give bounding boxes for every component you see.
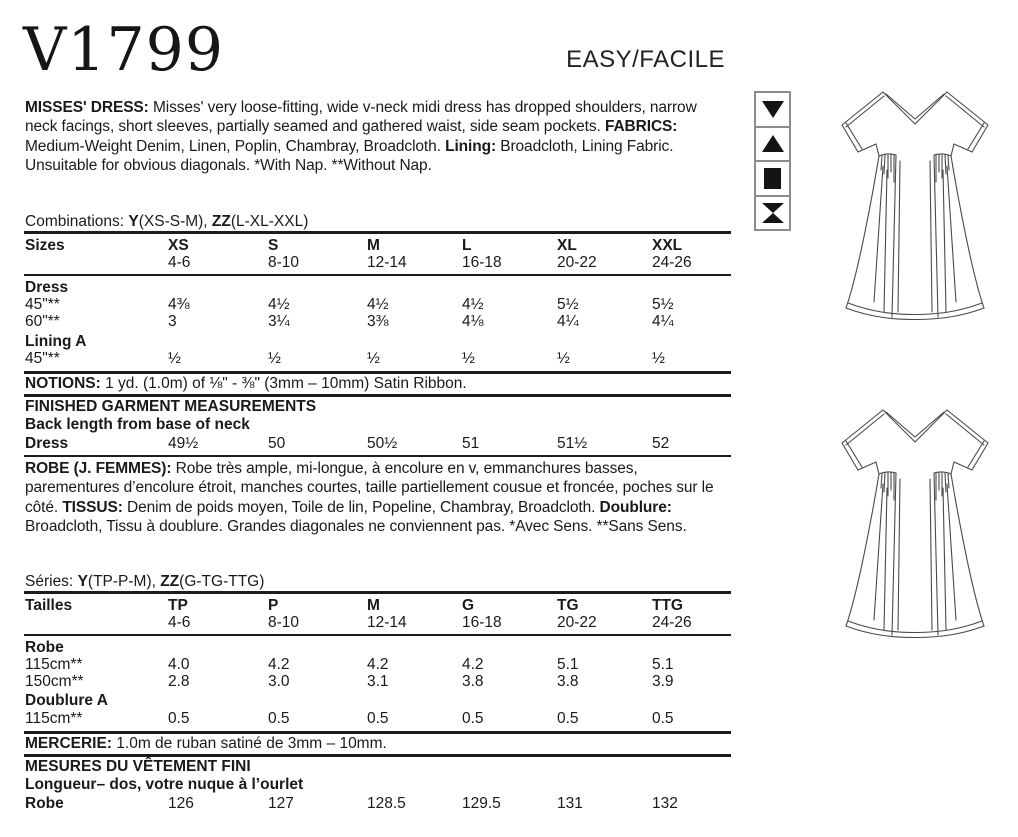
square-icon <box>756 162 789 197</box>
divider-rule <box>24 754 731 757</box>
table-row <box>25 710 731 727</box>
column-header: Sizes <box>25 237 65 254</box>
column-header: Tailles <box>25 597 73 614</box>
yardage-value: 5.1 <box>557 656 579 673</box>
yardage-value: 4.0 <box>168 656 190 673</box>
yardage-value: 3 <box>168 313 177 330</box>
measurement-value: 127 <box>268 795 294 812</box>
row-label: Dress <box>25 435 69 452</box>
column-header: M <box>367 597 380 614</box>
yardage-value: 5½ <box>557 296 579 313</box>
fgm-title-fr: MESURES DU VÊTEMENT FINI <box>25 758 251 775</box>
description-english: MISSES' DRESS: Misses' very loose-fitting, wide v-neck midi dress has dropped shoulders, narrow neck facings, short sleeves, partially seamed and gathered waist, side seam pockets. FABRICS: Medium-Weight Denim, Linen, Poplin, Chambray, Broadcloth. Lining: Broadcloth, Lining Fabric. Unsuitable for obvious diagonals. *With Nap. **Without Nap. <box>25 99 697 175</box>
table-row <box>25 673 731 690</box>
divider-rule <box>24 274 731 276</box>
yardage-value: 3⅜ <box>367 313 389 330</box>
divider-rule <box>24 371 731 374</box>
row-label: 45"** <box>25 350 60 367</box>
measurement-value: 52 <box>652 435 670 452</box>
size-table-subheader <box>25 254 731 271</box>
measurement-value: 50½ <box>367 435 398 452</box>
row-label: 45"** <box>25 296 60 313</box>
column-header: XL <box>557 237 577 254</box>
dress-back-view-drawing <box>838 404 992 644</box>
fgm-title: FINISHED GARMENT MEASUREMENTS <box>25 398 317 415</box>
measurement-value: 126 <box>168 795 194 812</box>
column-header: TTG <box>652 597 683 614</box>
yardage-value: 4.2 <box>268 656 290 673</box>
measurement-value: 50 <box>268 435 286 452</box>
column-subheader: 16-18 <box>462 614 502 631</box>
measurement-value: 51 <box>462 435 480 452</box>
yardage-value: 3.8 <box>557 673 579 690</box>
size-table-header-fr <box>25 597 731 614</box>
yardage-value: 4.2 <box>462 656 484 673</box>
yardage-value: ½ <box>652 350 665 367</box>
measurement-value: 128.5 <box>367 795 406 812</box>
yardage-value: 5½ <box>652 296 674 313</box>
fgm-row <box>25 435 731 452</box>
column-subheader: 4-6 <box>168 254 191 271</box>
row-label: 115cm** <box>25 656 83 673</box>
section-label-lining: Lining A <box>25 333 87 350</box>
column-header: M <box>367 237 380 254</box>
yardage-value: 0.5 <box>652 710 674 727</box>
yardage-value: 4½ <box>367 296 389 313</box>
yardage-value: 5.1 <box>652 656 674 673</box>
yardage-value: 3.8 <box>462 673 484 690</box>
yardage-value: 3.0 <box>268 673 290 690</box>
size-table-subheader-fr <box>25 614 731 631</box>
nap-symbol-column <box>754 91 791 231</box>
yardage-value: 3¼ <box>268 313 290 330</box>
yardage-value: 4.2 <box>367 656 389 673</box>
yardage-value: 0.5 <box>268 710 290 727</box>
series-line: Séries: Y(TP-P-M), ZZ(G-TG-TTG) <box>25 573 265 590</box>
column-header: L <box>462 237 472 254</box>
size-table-header <box>25 237 731 254</box>
section-label-doublure: Doublure A <box>25 692 108 709</box>
divider-rule <box>24 731 731 734</box>
yardage-value: 3.9 <box>652 673 674 690</box>
table-row <box>25 313 731 330</box>
divider-rule <box>24 394 731 397</box>
table-row <box>25 656 731 673</box>
column-subheader: 8-10 <box>268 254 300 271</box>
row-label: Robe <box>25 795 64 812</box>
divider-rule <box>24 634 731 636</box>
fgm-subtitle: Back length from base of neck <box>25 416 250 433</box>
column-subheader: 12-14 <box>367 614 407 631</box>
hourglass-icon <box>756 197 789 230</box>
yardage-value: 4¼ <box>557 313 579 330</box>
yardage-value: 0.5 <box>557 710 579 727</box>
fgm-subtitle-fr: Longueur– dos, votre nuque à l’ourlet <box>25 776 304 793</box>
row-label: 115cm** <box>25 710 83 727</box>
yardage-value: ½ <box>268 350 281 367</box>
yardage-value: ½ <box>557 350 570 367</box>
measurement-value: 131 <box>557 795 583 812</box>
table-row <box>25 350 731 367</box>
measurement-value: 49½ <box>168 435 199 452</box>
column-subheader <box>25 254 168 271</box>
column-subheader: 24-26 <box>652 614 692 631</box>
column-subheader: 4-6 <box>168 614 191 631</box>
section-label-dress: Dress <box>25 279 69 296</box>
pattern-number: V1799 <box>23 15 225 85</box>
dress-front-view-drawing <box>838 86 992 326</box>
yardage-value: 4¼ <box>652 313 674 330</box>
column-subheader: 12-14 <box>367 254 407 271</box>
yardage-value: 0.5 <box>367 710 389 727</box>
measurement-value: 132 <box>652 795 678 812</box>
yardage-value: 4½ <box>268 296 290 313</box>
column-header: P <box>268 597 279 614</box>
triangle-up-icon <box>756 128 789 163</box>
column-subheader: 8-10 <box>268 614 300 631</box>
yardage-value: 3.1 <box>367 673 389 690</box>
section-label-robe: Robe <box>25 639 64 656</box>
yardage-value: 4⅜ <box>168 296 190 313</box>
row-label: 60"** <box>25 313 60 330</box>
column-subheader <box>25 614 168 631</box>
column-header: XS <box>168 237 189 254</box>
notions-line: NOTIONS: 1 yd. (1.0m) of ⅛" - ⅜" (3mm – 10mm) Satin Ribbon. <box>25 375 467 392</box>
divider-rule <box>24 591 731 594</box>
mercerie-line: MERCERIE: 1.0m de ruban satiné de 3mm – 10mm. <box>25 735 387 752</box>
yardage-value: ½ <box>367 350 380 367</box>
combinations-line: Combinations: Y(XS-S-M), ZZ(L-XL-XXL) <box>25 213 309 230</box>
column-subheader: 20-22 <box>557 254 597 271</box>
column-subheader: 20-22 <box>557 614 597 631</box>
table-row <box>25 296 731 313</box>
measurement-value: 129.5 <box>462 795 501 812</box>
yardage-value: 2.8 <box>168 673 190 690</box>
description-french: ROBE (J. FEMMES): Robe très ample, mi-longue, à encolure en v, emmanchures basses, parementures d’encolure étroit, manches courtes, taille partiellement cousue et froncée, poches sur le côté. TISSUS: Denim de poids moyen, Toile de lin, Popeline, Chambray, Broadcloth. Doublure: Broadcloth, Tissu à doublure. Grandes diagonales ne conviennent pas. *Avec Sens. **Sans Sens. <box>25 460 714 536</box>
yardage-value: 4⅛ <box>462 313 484 330</box>
difficulty-label: EASY/FACILE <box>566 46 725 73</box>
column-header: S <box>268 237 279 254</box>
fgm-row-fr <box>25 795 731 812</box>
yardage-value: 4½ <box>462 296 484 313</box>
column-header: TP <box>168 597 188 614</box>
yardage-value: 0.5 <box>462 710 484 727</box>
column-subheader: 16-18 <box>462 254 502 271</box>
measurement-value: 51½ <box>557 435 588 452</box>
yardage-value: ½ <box>462 350 475 367</box>
triangle-down-icon <box>756 93 789 128</box>
column-header: TG <box>557 597 579 614</box>
column-header: G <box>462 597 475 614</box>
column-subheader: 24-26 <box>652 254 692 271</box>
column-header: XXL <box>652 237 683 254</box>
divider-rule <box>24 231 731 234</box>
divider-rule <box>24 455 731 457</box>
yardage-value: ½ <box>168 350 181 367</box>
row-label: 150cm** <box>25 673 84 690</box>
yardage-value: 0.5 <box>168 710 190 727</box>
